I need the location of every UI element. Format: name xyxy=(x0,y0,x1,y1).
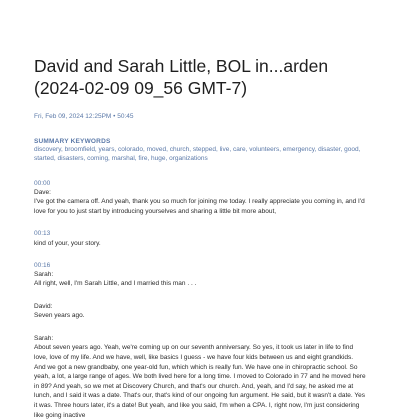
segment-speaker: Sarah: xyxy=(34,334,54,342)
segment-text: kind of your, your story. xyxy=(34,239,101,247)
segment-text: About seven years ago. Yeah, we're coming up on our seventh anniversary. So yes, it took us later in life to find love, love of my life. And we have, well, like basics I guess - we have four kids between us and eight grandkids. And we got a new grandbaby, one year-old fun, which which is really fun. We have one in chiropractic school. So yeah, a lot, a large range of ages. We both lived here for a long time. I moved to Colorado in 77 and he moved here in 89? And yeah, so we met at Discovery Church, and that's our church. And, yeah, and I'd say, he asked me at lunch, and I said it was a date. That's our, that's kind of our ongoing fun argument. He said, but it wasn't a date. Yes it was. Three hours later, it's a date! But yeah, and like you said, I'm when a CPA. I, right now, I'm just considering like going inactive xyxy=(34,344,366,419)
title-line-1: David and Sarah Little, BOL in...arden xyxy=(34,56,329,76)
segment-text: All right, well, I'm Sarah Little, and I married this man . . . xyxy=(34,280,197,288)
transcript-segment xyxy=(34,262,366,289)
summary-keywords-heading: SUMMARY KEYWORDS xyxy=(34,138,111,145)
segment-timestamp[interactable]: 00:00 xyxy=(34,180,51,187)
transcript-segment xyxy=(34,230,366,248)
segment-text: Seven years ago. xyxy=(34,312,85,320)
summary-keywords-list: discovery, broomfield, years, colorado, moved, church, stepped, live, care, volunteers, emergency, disaster, good, started, disasters, coming, marshal, fire, huge, organizations xyxy=(34,146,361,162)
segment-timestamp[interactable]: 00:13 xyxy=(34,230,51,238)
segment-speaker: Sarah: xyxy=(34,270,54,278)
transcript-segment xyxy=(34,303,366,321)
segment-timestamp[interactable]: 00:16 xyxy=(34,262,51,270)
recording-meta: Fri, Feb 09, 2024 12:25PM • 50:45 xyxy=(34,113,134,120)
title-line-2: (2024-02-09 09_56 GMT-7) xyxy=(34,78,248,98)
transcript-segment xyxy=(34,180,366,216)
segment-text: I've got the camera off. And yeah, thank you so much for joining me today. I really appreciate you coming in, and I'd love for you to just start by introducing yourselves and sharing a little bit more about, xyxy=(34,198,365,215)
document-title xyxy=(34,55,366,99)
segment-speaker: Dave: xyxy=(34,188,51,196)
transcript-segment xyxy=(34,335,366,420)
segment-speaker: David: xyxy=(34,302,53,310)
